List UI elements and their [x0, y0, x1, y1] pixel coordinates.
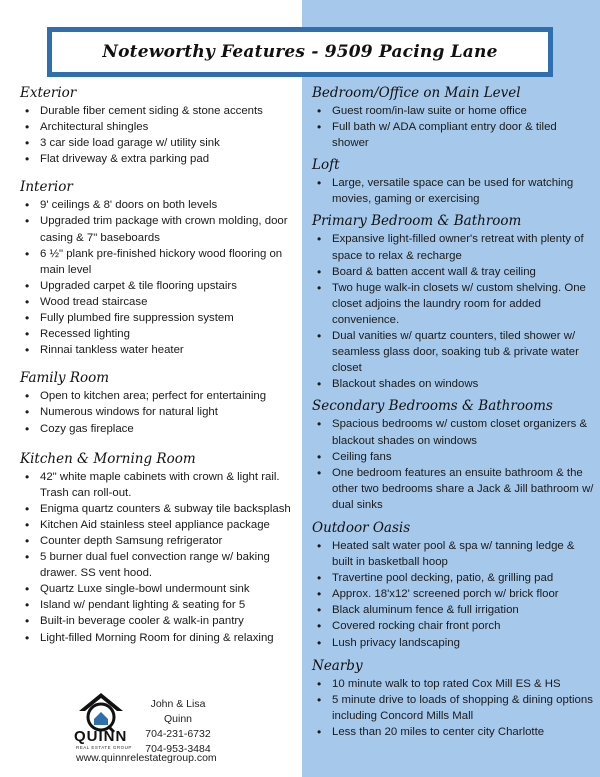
feature-item: • Light-filled Morning Room for dining & relaxing — [20, 630, 298, 646]
section-heading: Interior — [20, 179, 73, 196]
feature-item: • Lush privacy landscaping — [312, 635, 594, 651]
section-secondary-bedrooms-bathrooms — [312, 397, 594, 513]
section-exterior — [20, 84, 298, 167]
feature-item: • Heated salt water pool & spa w/ tanning ledge & built in basketball hoop — [312, 538, 594, 570]
right-column — [312, 84, 594, 740]
feature-item: • 3 car side load garage w/ utility sink — [20, 135, 298, 151]
section-nearby — [312, 657, 594, 740]
feature-item: • Ceiling fans — [312, 449, 594, 465]
feature-item: • Counter depth Samsung refrigerator — [20, 533, 298, 549]
left-column — [20, 84, 298, 646]
feature-item: • Travertine pool decking, patio, & grilling pad — [312, 570, 594, 586]
feature-item: • Covered rocking chair front porch — [312, 618, 594, 634]
section-heading: Exterior — [20, 85, 77, 101]
feature-item: • Fully plumbed fire suppression system — [20, 310, 298, 326]
feature-item: • Open to kitchen area; perfect for entertaining — [20, 388, 298, 404]
feature-item: • Enigma quartz counters & subway tile backsplash — [20, 501, 298, 517]
website-link[interactable]: www.quinnrelestategroup.com — [76, 752, 217, 764]
feature-item: • 5 minute drive to loads of shopping & dining options including Concord Mills Mall — [312, 692, 594, 724]
logo-subtitle: REAL ESTATE GROUP — [76, 745, 132, 750]
feature-item: • Kitchen Aid stainless steel appliance package — [20, 517, 298, 533]
phone-2: 704-953-3484 — [145, 743, 211, 755]
section-heading: Bedroom/Office on Main Level — [312, 85, 521, 101]
feature-item: • Upgraded trim package with crown molding, door casing & 7" baseboards — [20, 213, 298, 245]
feature-item: • Cozy gas fireplace — [20, 421, 298, 437]
section-heading: Primary Bedroom & Bathroom — [312, 213, 522, 230]
feature-item: • Full bath w/ ADA compliant entry door & tiled shower — [312, 119, 594, 151]
feature-item: • Dual vanities w/ quartz counters, tiled shower w/ seamless glass door, soaking tub & private water closet — [312, 328, 594, 376]
logo-wordmark: QUINN — [74, 728, 128, 745]
feature-item: • Less than 20 miles to center city Charlotte — [312, 724, 594, 740]
feature-item: • Large, versatile space can be used for watching movies, gaming or exercising — [312, 175, 594, 207]
section-primary-bedroom-bathroom — [312, 212, 594, 392]
page-title: Noteworthy Features - 9509 Pacing Lane — [102, 42, 498, 62]
feature-item: • Durable fiber cement siding & stone accents — [20, 103, 298, 119]
section-outdoor-oasis — [312, 519, 594, 651]
feature-item: • Upgraded carpet & tile flooring upstairs — [20, 278, 298, 294]
feature-item: • Numerous windows for natural light — [20, 404, 298, 420]
feature-item: • Rinnai tankless water heater — [20, 342, 298, 358]
section-heading: Family Room — [20, 370, 110, 387]
section-kitchen-morning-room — [20, 450, 298, 646]
contact-block — [138, 697, 218, 757]
feature-item: • Architectural shingles — [20, 119, 298, 135]
feature-item: • 42" white maple cabinets with crown & light rail. Trash can roll-out. — [20, 469, 298, 501]
feature-item: • Built-in beverage cooler & walk-in pantry — [20, 613, 298, 629]
feature-item: • Expansive light-filled owner's retreat with plenty of space to relax & recharge — [312, 231, 594, 263]
feature-item: • 10 minute walk to top rated Cox Mill ES & HS — [312, 676, 594, 692]
section-bedroom-office-on-main-level — [312, 84, 594, 151]
section-interior — [20, 178, 298, 358]
section-heading: Nearby — [312, 657, 363, 674]
feature-item: • Blackout shades on windows — [312, 376, 594, 392]
feature-item: • Recessed lighting — [20, 326, 298, 342]
feature-list — [312, 416, 594, 513]
feature-item: • 6 ½" plank pre-finished hickory wood flooring on main level — [20, 246, 298, 278]
feature-list — [20, 103, 298, 167]
section-heading: Secondary Bedrooms & Bathrooms — [312, 398, 553, 415]
feature-item: • Flat driveway & extra parking pad — [20, 151, 298, 167]
section-loft — [312, 156, 594, 207]
feature-item: • Approx. 18'x12' screened porch w/ brick floor — [312, 586, 594, 602]
feature-list — [312, 175, 594, 207]
feature-list — [20, 469, 298, 646]
feature-list — [312, 103, 594, 151]
feature-item: • Wood tread staircase — [20, 294, 298, 310]
feature-item: • Black aluminum fence & full irrigation — [312, 602, 594, 618]
feature-list — [312, 231, 594, 392]
feature-item: • Spacious bedrooms w/ custom closet organizers & blackout shades on windows — [312, 416, 594, 448]
section-family-room — [20, 369, 298, 436]
section-heading: Kitchen & Morning Room — [20, 450, 196, 467]
section-heading: Loft — [312, 157, 340, 174]
feature-item: • Board & batten accent wall & tray ceiling — [312, 264, 594, 280]
feature-list — [312, 676, 594, 740]
section-heading: Outdoor Oasis — [312, 519, 411, 536]
phone-1: 704-231-6732 — [145, 728, 211, 740]
feature-item: • 5 burner dual fuel convection range w/ baking drawer. SS vent hood. — [20, 549, 298, 581]
feature-item: • Guest room/in-law suite or home office — [312, 103, 594, 119]
agent-names: John & Lisa Quinn — [150, 698, 206, 725]
feature-list — [312, 538, 594, 651]
feature-item: • Island w/ pendant lighting & seating for 5 — [20, 597, 298, 613]
title-banner — [47, 27, 553, 77]
feature-item: • 9' ceilings & 8' doors on both levels — [20, 197, 298, 213]
feature-list — [20, 388, 298, 436]
feature-item: • One bedroom features an ensuite bathroom & the other two bedrooms share a Jack & Jill bathroom w/ dual sinks — [312, 465, 594, 513]
feature-item: • Quartz Luxe single-bowl undermount sink — [20, 581, 298, 597]
feature-item: • Two huge walk-in closets w/ custom shelving. One closet adjoins the laundry room for added convenience. — [312, 280, 594, 328]
feature-list — [20, 197, 298, 358]
